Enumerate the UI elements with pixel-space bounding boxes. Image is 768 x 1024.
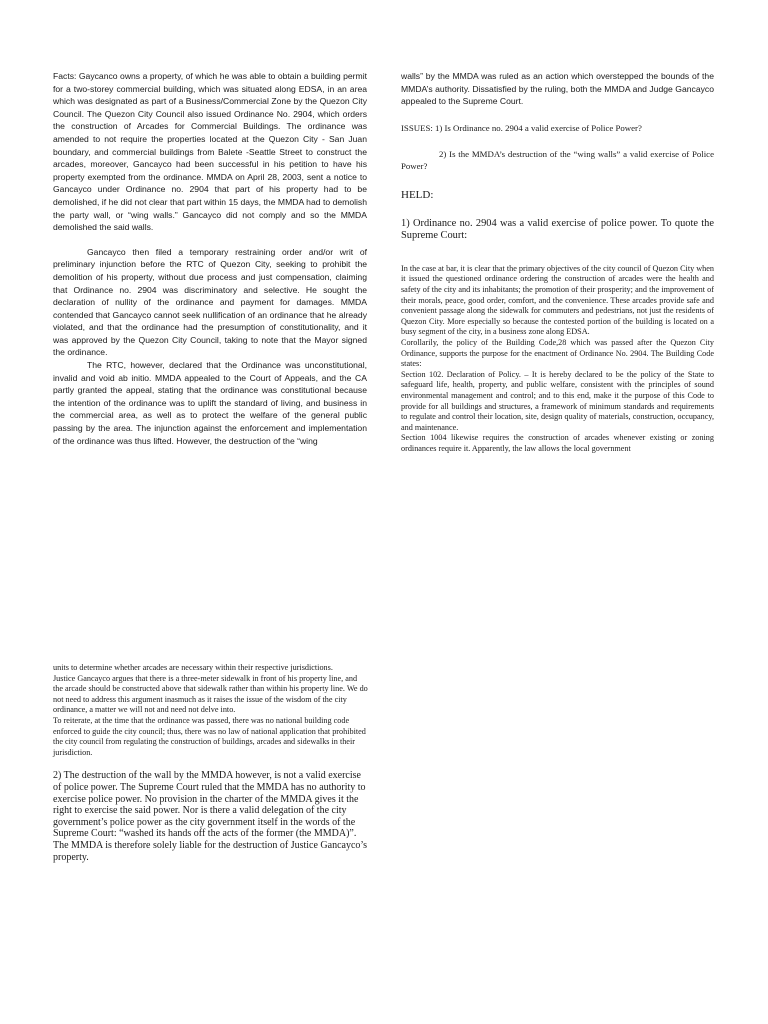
held-heading: HELD:	[401, 188, 434, 201]
issue-two-text: 2) Is the MMDA’s destruction of the “wing walls” a valid exercise of Police Power?	[401, 148, 714, 171]
quote-continuation: units to determine whether arcades are necessary within their respective jurisdictions.	[53, 663, 333, 672]
quote-paragraph: Section 1004 likewise requires the construction of arcades whenever existing or zoning ordinances require it. Apparently, the law allows the local government	[401, 433, 714, 453]
held-one: 1) Ordinance no. 2904 was a valid exercise of police power. To quote the Supreme Court:	[401, 217, 714, 241]
right-column	[401, 70, 714, 454]
facts-paragraph-injunction: Gancayco then filed a temporary restraining order and/or writ of preliminary injunction before the RTC of Quezon City, seeking to prohibit the demolition of his property, without due process and just compensation, claiming that Ordinance no. 2904 was discriminatory and selective. He sought the declaration of nullity of the ordinance and payment for damages. MMDA contended that Gancayco cannot seek nullification of an ordinance that he already violated, and that the ordinance had the presumption of constitutionality, and it was approved by the Quezon City Council, taking to note that the Mayor signed the ordinance.	[53, 246, 367, 358]
issue-two	[401, 148, 714, 172]
held-two: 2) The destruction of the wall by the MMDA however, is not a valid exercise of police power. The Supreme Court ruled that the MMDA has no authority to exercise police power. No provision in the charter of the MMDA gives it the right to exercise the said power. Nor is there a valid delegation of the city government’s police power as the city government itself in the words of the Supreme Court: “washed its hands off the acts of the former (the MMDA)”. The MMDA is therefore solely liable for the destruction of Justice Gancayco’s property.	[53, 770, 368, 863]
quote-paragraph: Section 102. Declaration of Policy. – It is hereby declared to be the policy of the State to safeguard life, health, property, and public welfare, consistent with the principles of sound environmental management and control; and to this end, make it the purpose of this Code to provide for all buildings and structures, a framework of minimum standards and requirements to regulate and control their location, site, design quality of materials, construction, occupancy, and maintenance.	[401, 369, 714, 432]
supreme-court-quote	[401, 264, 714, 455]
quote-paragraph: To reiterate, at the time that the ordinance was passed, there was no national building code enforced to guide the city council; thus, there was no law of national application that prohibited the city council from regulating the construction of buildings, arcades and sidewalks in their jurisdiction.	[53, 715, 366, 757]
facts-paragraph-rtc: The RTC, however, declared that the Ordinance was unconstitutional, invalid and void ab initio. MMDA appealed to the Court of Appeals, and the CA partly granted the appeal, stating that the ordinance was constitutional because the intention of the ordinance was to uplift the standard of living, and business in the commercial area, as well as to protect the welfare of the general public passing by the area. The injunction against the enforcement and implementation of the ordinance was thus lifted. However, the destruction of the “wing	[53, 360, 367, 446]
issue-one: ISSUES: 1) Is Ordinance no. 2904 a valid exercise of Police Power?	[401, 122, 642, 133]
facts-paragraph: Facts: Gaycanco owns a property, of which he was able to obtain a building permit for a two-storey commercial building, which was situated along EDSA, in an area which was designated as part of a Business/Commercial Zone by the Quezon City Council. The Quezon City Council also issued Ordinance No. 2904, which orders the construction of Arcades for Commercial Buildings. The ordinance was amended to not require the properties located at the Quezon City - San Juan boundary, and commercial buildings from Balete -Seattle Street to construct the arcades, moreover, Gancayco had been successful in his petition to have his property exempted from the ordinance. MMDA on April 28, 2003, sent a notice to Gancayco under Ordinance no. 2904 that part of his property had to be demolished, if he did not clear that part within 15 days, the MMDA had to demolish the party wall, or “wing walls.” Gancayco did not comply and so the MMDA demolished the said walls.	[53, 71, 367, 233]
quote-paragraph: Corollarily, the policy of the Building Code,28 which was passed after the Quezon City Ordinance, supports the purpose for the enactment of Ordinance No. 2904. The Building Code states:	[401, 337, 714, 369]
bottom-column	[53, 663, 368, 863]
quote-paragraph: Justice Gancayco argues that there is a three-meter sidewalk in front of his property line, and the arcade should be constructed above that sidewalk rather than within his property line. We do not need to address this argument inasmuch as it raises the issue of the wisdom of the city ordinance, a matter we will not and need not delve into.	[53, 673, 368, 715]
facts-column	[53, 70, 367, 447]
quote-paragraph: In the case at bar, it is clear that the primary objectives of the city council of Quezon City when it issued the questioned ordinance ordering the construction of arcades were the health and safety of the city and its inhabitants; the promotion of their prosperity; and the improvement of their morals, peace, good order, comfort, and the convenience. These arcades provide safe and convenient passage along the sidewalk for commuters and pedestrians, not just the residents of Quezon City. More especially so because the contested portion of the building is located on a busy segment of the city, in a business zone along EDSA.	[401, 263, 714, 337]
facts-continuation: walls” by the MMDA was ruled as an action which overstepped the bounds of the MMDA’s authority. Dissatisfied by the ruling, both the MMDA and Judge Gancayco appealed to the Supreme Court.	[401, 71, 714, 107]
